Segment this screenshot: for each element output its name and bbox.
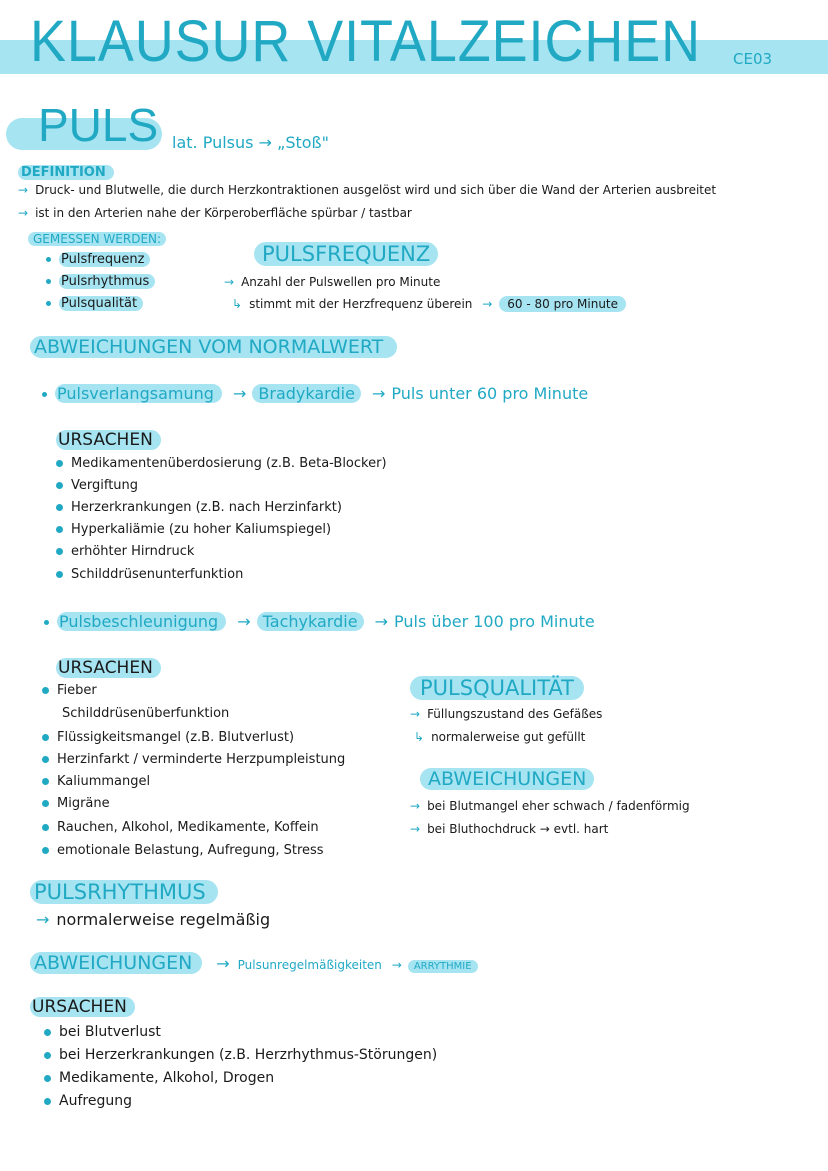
arrow-icon: → <box>232 384 247 403</box>
pulsqualitaet-dev-heading-wrap <box>420 768 594 790</box>
bullet-icon <box>46 301 51 306</box>
definition-label: DEFINITION <box>18 165 114 180</box>
pulsrhythmus-cause: bei Blutverlust <box>44 1024 161 1040</box>
arrow-icon: → <box>391 958 402 972</box>
arrow-icon: → <box>237 612 251 631</box>
bullet-icon <box>46 279 51 284</box>
pulsqualitaet-heading: PULSQUALITÄT <box>410 676 584 700</box>
measured-item: Pulsfrequenz <box>46 252 150 267</box>
tachy-cause: Schilddrüsenüberfunktion <box>62 706 230 721</box>
bullet-icon <box>56 460 63 467</box>
definition-label-wrap <box>18 161 114 180</box>
tachy-cause: Flüssigkeitsmangel (z.B. Blutverlust) <box>42 730 294 745</box>
bullet-icon <box>42 687 49 694</box>
brady-causes-label: URSACHEN <box>56 430 161 450</box>
tachy-cause: emotionale Belastung, Aufregung, Stress <box>42 843 324 858</box>
pulsqualitaet-dev-2: → bei Bluthochdruck → evtl. hart <box>410 822 609 836</box>
brady-cause: Schilddrüsenunterfunktion <box>56 567 243 582</box>
tachy-cause: Migräne <box>42 796 110 811</box>
pulsfrequenz-heading-wrap <box>254 242 438 266</box>
brady-cause: Medikamentenüberdosierung (z.B. Beta-Blocker) <box>56 456 387 471</box>
arrow-icon: → <box>216 954 230 973</box>
pulsqualitaet-dev-heading: ABWEICHUNGEN <box>420 768 594 790</box>
arrow-icon: → <box>372 384 386 403</box>
measured-item: Pulsrhythmus <box>46 274 155 289</box>
arrhythmie-tag: ARRYTHMIE <box>408 960 478 973</box>
bullet-icon <box>42 824 49 831</box>
arrow-icon: → <box>18 206 29 220</box>
pulsfrequenz-norm: 60 - 80 pro Minute <box>499 296 626 312</box>
page-title: KLAUSUR VITALZEICHEN <box>30 9 702 74</box>
pulsqualitaet-dev-1: → bei Blutmangel eher schwach / fadenförmig <box>410 799 690 813</box>
pulsrhythmus-dev-heading: ABWEICHUNGEN <box>30 952 202 974</box>
pulsqualitaet-heading-wrap <box>410 676 584 700</box>
tachy-causes-label: URSACHEN <box>56 658 161 678</box>
arrow-icon: → <box>18 183 29 197</box>
bullet-icon <box>56 504 63 511</box>
bullet-icon <box>42 392 47 397</box>
measured-label: GEMESSEN WERDEN: <box>28 232 166 246</box>
brady-cause: Vergiftung <box>56 478 138 493</box>
tachy-cause: Herzinfarkt / verminderte Herzpumpleistung <box>42 752 345 767</box>
bullet-icon <box>56 548 63 555</box>
arrow-icon: → <box>410 707 421 721</box>
return-arrow-icon: ↳ <box>232 297 243 311</box>
pulsqualitaet-line-1: → Füllungszustand des Gefäßes <box>410 707 603 721</box>
pulsrhythmus-cause: Aufregung <box>44 1093 132 1109</box>
brady-cause: erhöhter Hirndruck <box>56 544 194 559</box>
bullet-icon <box>44 1029 51 1036</box>
measured-label-wrap <box>28 232 166 246</box>
bullet-icon <box>46 257 51 262</box>
pulsrhythmus-cause: Medikamente, Alkohol, Drogen <box>44 1070 274 1086</box>
bullet-icon <box>56 571 63 578</box>
bullet-icon <box>42 800 49 807</box>
brady-cause: Herzerkrankungen (z.B. nach Herzinfarkt) <box>56 500 342 515</box>
bullet-icon <box>42 778 49 785</box>
puls-heading: PULS <box>38 99 159 151</box>
brady-line: Pulsverlangsamung → Bradykardie → Puls unter 60 pro Minute <box>42 384 588 403</box>
arrow-icon: → <box>224 275 235 289</box>
course-code: CE03 <box>733 50 773 68</box>
puls-etymology: lat. Pulsus → „Stoß" <box>172 133 329 152</box>
bullet-icon <box>44 620 49 625</box>
arrow-icon: → <box>410 822 421 836</box>
tachy-line: Pulsbeschleunigung → Tachykardie → Puls über 100 pro Minute <box>44 612 595 631</box>
bullet-icon <box>44 1075 51 1082</box>
return-arrow-icon: ↳ <box>414 730 425 744</box>
bullet-icon <box>42 734 49 741</box>
abweichungen-normalwert-heading: ABWEICHUNGEN VOM NORMALWERT <box>30 336 397 358</box>
pulsrhythmus-heading-wrap <box>30 880 218 904</box>
pulsfrequenz-heading: PULSFREQUENZ <box>254 242 438 266</box>
brady-cause: Hyperkaliämie (zu hoher Kaliumspiegel) <box>56 522 331 537</box>
measured-item: Pulsqualität <box>46 296 143 311</box>
bullet-icon <box>44 1098 51 1105</box>
pulsrhythmus-line-1: → normalerweise regelmäßig <box>36 910 271 929</box>
tachy-cause: Fieber <box>42 683 97 698</box>
definition-line-1: → Druck- und Blutwelle, die durch Herzkontraktionen ausgelöst wird und sich über die Wand der Arterien ausbreitet <box>18 183 717 197</box>
arrow-icon: → <box>36 910 50 929</box>
arrow-icon: → <box>410 799 421 813</box>
pulsfrequenz-line-2: ↳ stimmt mit der Herzfrequenz überein → 60 - 80 pro Minute <box>232 297 626 311</box>
pulsrhythmus-cause: bei Herzerkrankungen (z.B. Herzrhythmus-Störungen) <box>44 1047 437 1063</box>
arrow-icon: → <box>374 612 389 631</box>
abweichungen-heading-wrap <box>30 336 397 358</box>
tachy-cause: Rauchen, Alkohol, Medikamente, Koffein <box>42 820 319 835</box>
bullet-icon <box>42 756 49 763</box>
bullet-icon <box>56 526 63 533</box>
tachy-cause: Kaliummangel <box>42 774 150 789</box>
definition-line-2: → ist in den Arterien nahe der Körperoberfläche spürbar / tastbar <box>18 206 412 220</box>
pulsrhythmus-heading: PULSRHYTHMUS <box>30 880 218 904</box>
bullet-icon <box>56 482 63 489</box>
bullet-icon <box>44 1052 51 1059</box>
pulsqualitaet-line-2: ↳ normalerweise gut gefüllt <box>414 730 586 744</box>
arrow-icon: → <box>482 297 493 311</box>
pulsrhythmus-causes-label: URSACHEN <box>30 997 135 1017</box>
pulsfrequenz-line-1: → Anzahl der Pulswellen pro Minute <box>224 275 441 289</box>
bullet-icon <box>42 847 49 854</box>
pulsrhythmus-dev-line: ABWEICHUNGEN → Pulsunregelmäßigkeiten → ARRYTHMIE <box>30 952 478 974</box>
